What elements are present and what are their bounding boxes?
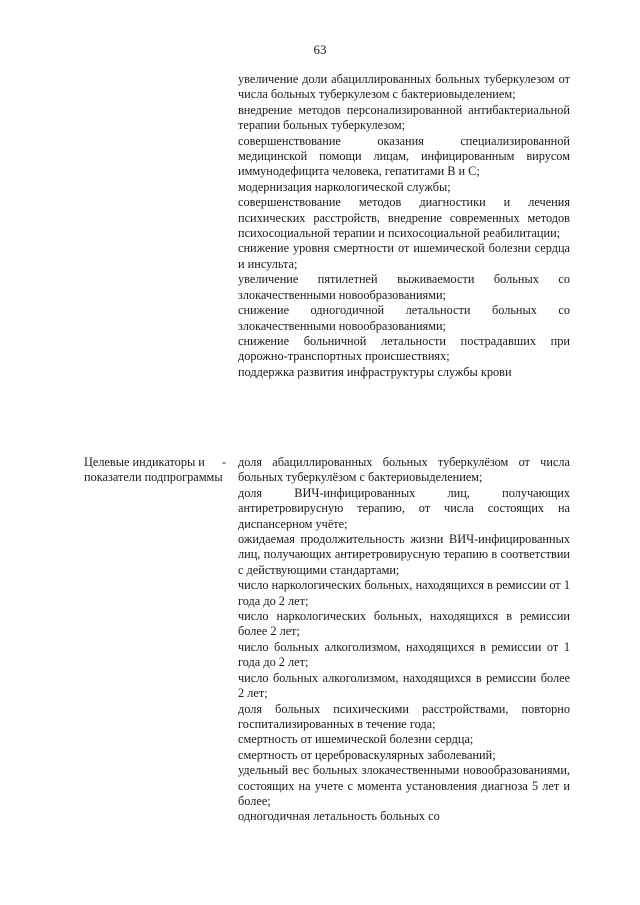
list-item: поддержка развития инфраструктуры службы крови xyxy=(238,364,512,379)
list-item: число больных алкоголизмом, находящихся в ремиссии более 2 лет; xyxy=(238,670,570,701)
label-dash: - xyxy=(222,455,227,469)
section-2-label: Целевые индикаторы и показатели подпрограммы xyxy=(84,455,223,485)
section-1-list xyxy=(238,72,570,380)
list-item: увеличение доли абациллированных больных туберкулезом от числа больных туберкулезом с бактериовыделением; xyxy=(238,72,570,102)
list-item: число наркологических больных, находящихся в ремиссии от 1 года до 2 лет; xyxy=(238,578,570,608)
section-2-list xyxy=(238,455,570,825)
list-item: смертность от цереброваскулярных заболеваний; xyxy=(238,747,496,762)
list-item: доля больных психическими расстройствами, повторно госпитализированных в течение года; xyxy=(238,701,570,731)
list-item: снижение уровня смертности от ишемической болезни сердца и инсульта; xyxy=(238,241,570,271)
list-item: снижение больничной летальности пострадавших при дорожно-транспортных происшествиях; xyxy=(238,333,570,364)
list-item: увеличение пятилетней выживаемости больных со злокачественными новообразованиями; xyxy=(238,272,570,302)
list-item: число наркологических больных, находящихся в ремиссии более 2 лет; xyxy=(238,609,570,639)
list-item: совершенствование методов диагностики и лечения психических расстройств, внедрение современных методов психосоциальной терапии и психосоциальной реабилитации; xyxy=(238,195,570,241)
list-item: доля абациллированных больных туберкулёзом от числа больных туберкулёзом с бактериовыделением; xyxy=(238,455,570,485)
list-item: смертность от ишемической болезни сердца; xyxy=(238,732,474,747)
list-item: одногодичная летальность больных со xyxy=(238,809,440,824)
list-item: модернизация наркологической службы; xyxy=(238,179,451,194)
list-item: удельный вес больных злокачественными новообразованиями, состоящих на учете с момента установления диагноза 5 лет и более; xyxy=(238,763,570,808)
page-number: 63 xyxy=(313,42,327,57)
list-item: совершенствование оказания специализированной медицинской помощи лицам, инфицированным вирусом иммунодефицита человека, гепатитами B и C; xyxy=(238,133,570,179)
list-item: внедрение методов персонализированной антибактериальной терапии больных туберкулезом; xyxy=(238,102,570,133)
list-item: число больных алкоголизмом, находящихся в ремиссии от 1 года до 2 лет; xyxy=(238,639,570,670)
list-item: снижение одногодичной летальности больных со злокачественными новообразованиями; xyxy=(238,303,570,333)
list-item: ожидаемая продолжительность жизни ВИЧ-инфицированных лиц, получающих антиретровирусную терапию в соответствии с действующими стандартами; xyxy=(238,532,570,577)
list-item: доля ВИЧ-инфицированных лиц, получающих антиретровирусную терапию, от числа состоящих на диспансерном учёте; xyxy=(238,485,570,531)
